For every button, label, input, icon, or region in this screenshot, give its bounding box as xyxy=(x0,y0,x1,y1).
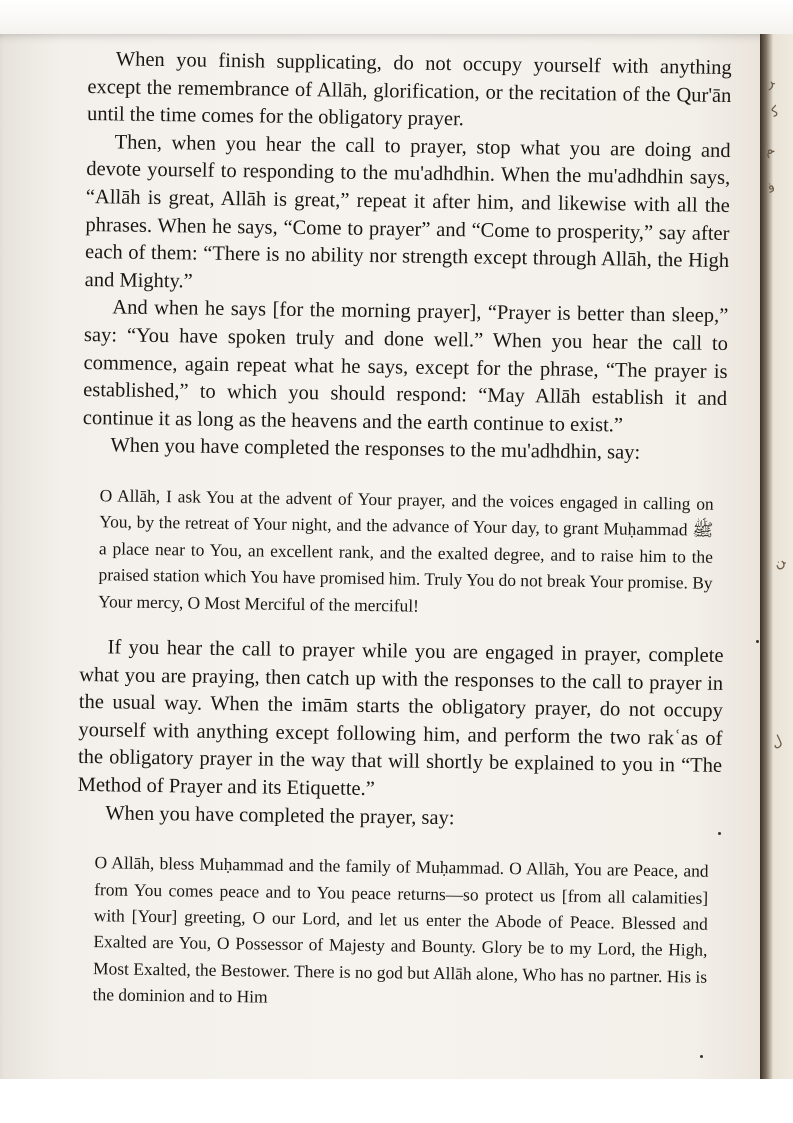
ink-speck xyxy=(700,1055,703,1058)
supplication-quote-1: O Allāh, I ask You at the advent of Your prayer, and the voices engaged in calling on You, by the retreat of Your night, and the advance of Your day, to grant Muḥammad ﷺ a place near to You, an excellent rank, and the exalted degree, and to raise him to the praised station which You have promised him. Truly You do not break Your promise. By Your mercy, O Most Merciful of the merciful! xyxy=(98,485,714,616)
book-binding-edge xyxy=(760,34,793,1079)
paragraph-completed-prayer: When you have completed the prayer, say: xyxy=(105,801,455,829)
paragraph-completed-responses: When you have completed the responses to the mu'adhdhin, say: xyxy=(110,434,641,465)
paragraph-morning-prayer: And when he says [for the morning prayer], “Prayer is better than sleep,” say: “You have spoken truly and done well.” When you hear the call to commence, again repeat what he says, except for the phrase, “The prayer is established,” to which you should respond: “May Allāh establish it and continue it as long as the heavens and the earth continue to exist.” xyxy=(82,296,729,437)
scan-bottom-margin xyxy=(0,1079,793,1123)
binding-edge-glyph: ﻦ xyxy=(771,552,788,572)
binding-edge-glyph: ﻢ xyxy=(761,140,777,160)
paragraph-finish-supplicating: When you finish supplicating, do not occupy yourself with anything except the remembrance of Allāh, glorification, or the recitation of the Qur'ān until the time comes for the obligatory prayer. xyxy=(86,48,732,131)
binding-edge-glyph: ﺮ xyxy=(762,73,777,91)
scan-top-margin xyxy=(0,0,793,36)
binding-edge-glyph: ﻓ xyxy=(764,179,778,197)
paragraph-engaged-in-prayer: If you hear the call to prayer while you are engaged in prayer, complete what you are praying, then catch up with the responses to the call to prayer in the usual way. When the imām starts the obligatory prayer, do not occupy yourself with anything except following him, and perform the two rakʿas of the obligatory prayer in the way that will shortly be explained to you in “The Method of Prayer and its Etiquette.” xyxy=(77,636,724,800)
ink-speck xyxy=(718,832,721,835)
binding-edge-glyph: ﻝ xyxy=(769,732,786,752)
binding-edge-glyph: ﻛ xyxy=(768,103,782,121)
ink-speck xyxy=(756,640,759,643)
page-text xyxy=(75,46,732,1016)
paragraph-call-to-prayer: Then, when you hear the call to prayer, stop what you are doing and devote yourself to responding to the mu'adhdhin. When the mu'adhdhin says, “Allāh is great, Allāh is great,” repeat it after him, and likewise with all the phrases. When he says, “Come to prayer” and “Come to prosperity,” say after each of them: “There is no ability nor strength except through Allāh, the High and Mighty.” xyxy=(84,131,731,293)
supplication-quote-2: O Allāh, bless Muḥammad and the family of Muḥammad. O Allāh, You are Peace, and from You comes peace and to You peace returns—so protect us [from all calamities] with [Your] greeting, O our Lord, and let us enter the Abode of Peace. Blessed and Exalted are You, O Possessor of Majesty and Bounty. Glory be to my Lord, the High, Most Exalted, the Bestower. There is no god but Allāh alone, Who has no partner. His is the dominion and to Him xyxy=(92,852,709,1007)
